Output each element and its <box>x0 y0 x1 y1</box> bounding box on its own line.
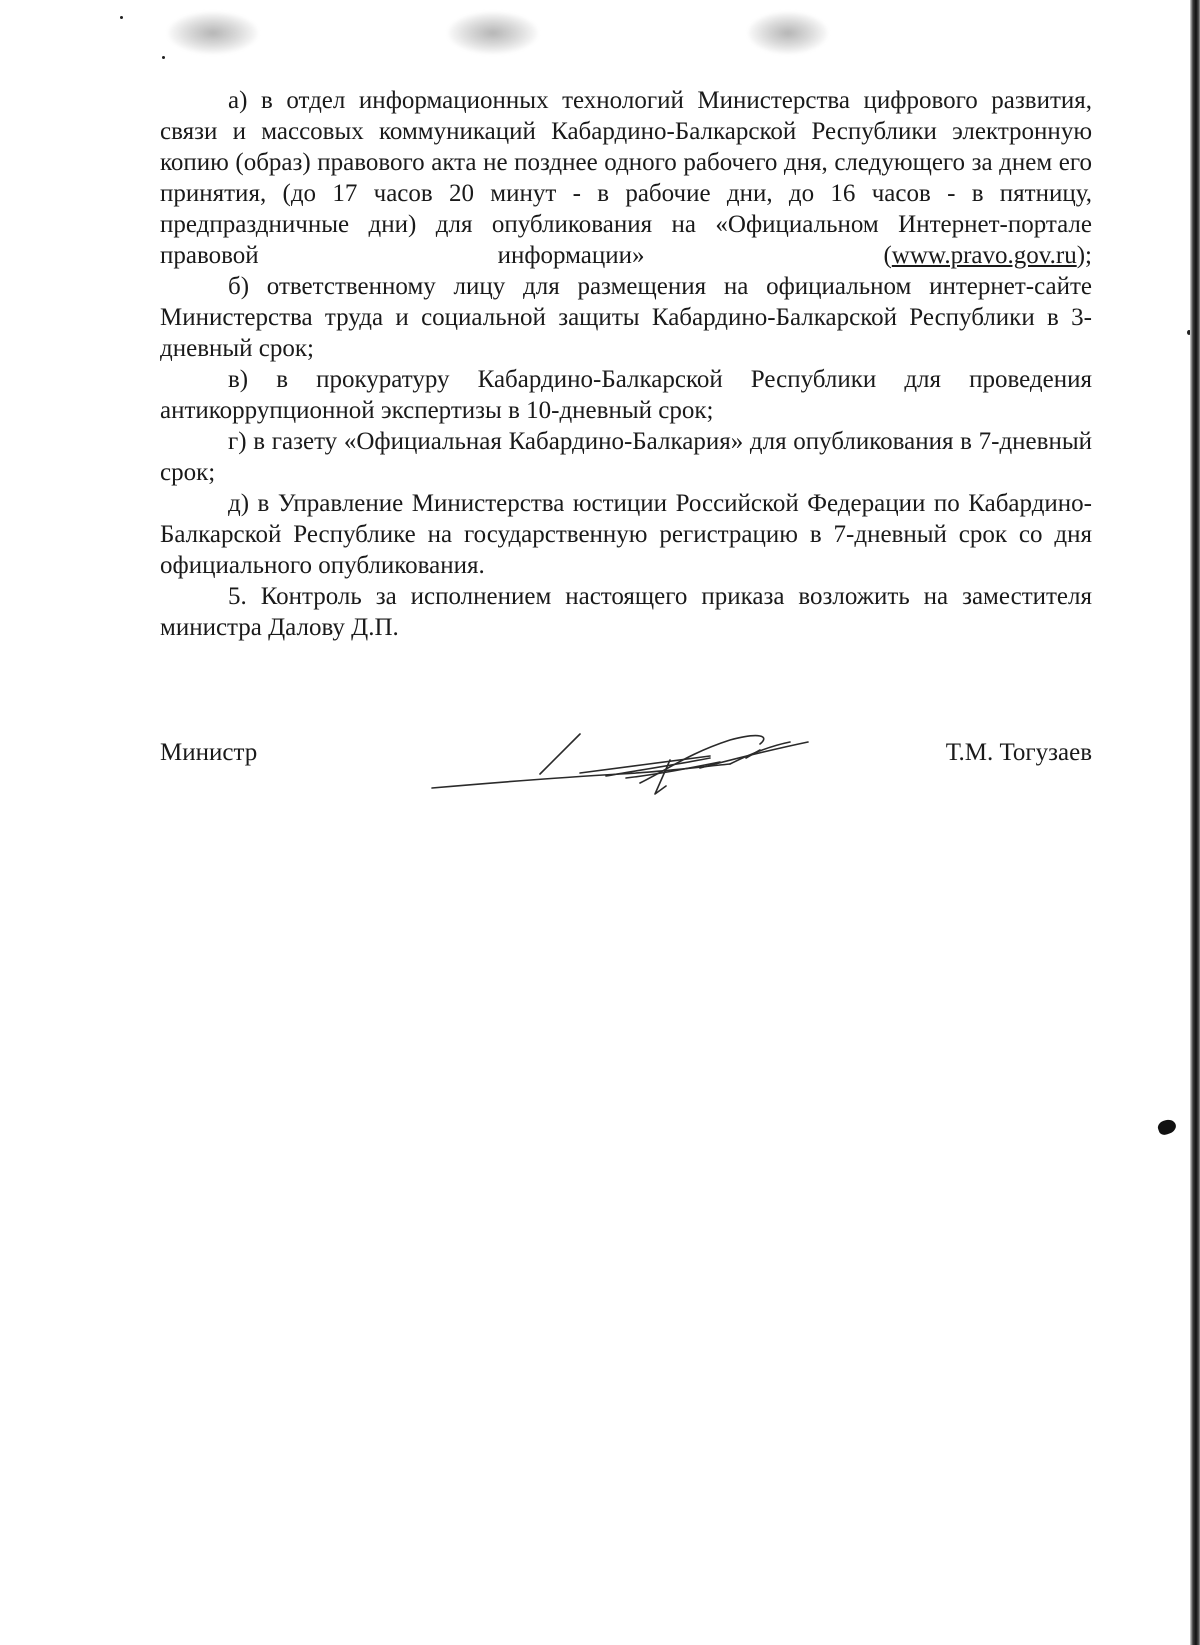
scan-smudge <box>448 12 538 54</box>
scan-speck <box>120 16 123 19</box>
scan-smudge <box>168 12 258 54</box>
document-body <box>160 85 1092 643</box>
signatory-name: Т.М. Тогузаев <box>945 739 1092 766</box>
scan-speck <box>162 56 165 59</box>
handwritten-signature <box>430 728 850 808</box>
paragraph-g: г) в газету «Официальная Кабардино-Балкария» для опубликования в 7-дневный срок; <box>160 428 1092 486</box>
ink-blot <box>1156 1117 1178 1136</box>
pravo-link[interactable]: www.pravo.gov.ru <box>891 242 1077 269</box>
paragraph-b: б) ответственному лицу для размещения на официальном интернет-сайте Министерства труда и социальной защиты Кабардино-Балкарской Республики в 3-дневный срок; <box>160 273 1092 362</box>
paragraph-a: а) в отдел информационных технологий Министерства цифрового развития, связи и массовых коммуникаций Кабардино-Балкарской Республики электронную копию (образ) правового акта не позднее одного рабочего дня, следующего за днем его принятия, (до 17 часов 20 минут - в рабочие дни, до 16 часов - в пятницу, предпраздничные дни) для опубликования на «Официальном Интернет-портале правовой информации» (www.pravo.gov.ru); <box>160 87 1092 269</box>
scan-smudge <box>748 12 828 54</box>
scan-border <box>1190 0 1200 1645</box>
paragraph-5: 5. Контроль за исполнением настоящего приказа возложить на заместителя министра Далову Д.П. <box>160 583 1092 641</box>
paragraph-v: в) в прокуратуру Кабардино-Балкарской Республики для проведения антикоррупционной экспертизы в 10-дневный срок; <box>160 366 1092 424</box>
paragraph-d: д) в Управление Министерства юстиции Российской Федерации по Кабардино-Балкарской Республике на государственную регистрацию в 7-дневный срок со дня официального опубликования. <box>160 490 1092 579</box>
signatory-role: Министр <box>160 739 258 766</box>
